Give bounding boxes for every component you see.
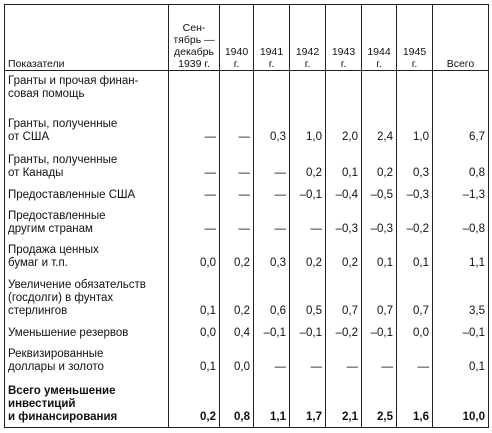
table-row [5, 377, 489, 427]
row-label: Гранты и прочая финан- совая помощь [5, 71, 169, 111]
table-body [5, 71, 489, 428]
table-cell: 3,5 [433, 273, 489, 321]
table-cell: –1,3 [433, 183, 489, 205]
row-label: Гранты, полученные от США [5, 111, 169, 147]
table-cell: 0,4 [220, 321, 254, 343]
table-cell: 0,2 [326, 239, 362, 273]
table-cell: 0,2 [220, 239, 254, 273]
table-cell: 10,0 [433, 377, 489, 427]
table-cell: 2,0 [326, 111, 362, 147]
table-cell: 0,2 [290, 147, 326, 183]
column-header: 1943 г. [326, 5, 362, 71]
table-cell: 0,2 [362, 147, 397, 183]
table-cell [362, 71, 397, 111]
table-cell: –0,3 [326, 205, 362, 239]
table-row [5, 343, 489, 377]
table-cell: 0,7 [362, 273, 397, 321]
table-cell: 0,2 [169, 377, 220, 427]
table-cell: 0,3 [397, 147, 433, 183]
table-cell: — [362, 343, 397, 377]
column-header: Сен- тябрь — декабрь 1939 г. [169, 5, 220, 71]
table-cell: 0,1 [397, 239, 433, 273]
table-cell: 2,4 [362, 111, 397, 147]
data-table [4, 4, 489, 428]
column-header: 1944 г. [362, 5, 397, 71]
table-cell: –0,1 [254, 321, 290, 343]
column-header: 1942 г. [290, 5, 326, 71]
table-cell: 1,1 [433, 239, 489, 273]
table-cell: — [220, 111, 254, 147]
column-header: 1940 г. [220, 5, 254, 71]
table-cell [169, 71, 220, 111]
row-label: Реквизированные доллары и золото [5, 343, 169, 377]
table-cell [220, 71, 254, 111]
table-cell: — [254, 183, 290, 205]
table-cell: 0,2 [220, 273, 254, 321]
table-cell: 1,6 [397, 377, 433, 427]
table-cell [290, 71, 326, 111]
table-row [5, 239, 489, 273]
table-cell: –0,1 [433, 321, 489, 343]
table-cell: 0,1 [362, 239, 397, 273]
table-row [5, 147, 489, 183]
table-cell: — [169, 111, 220, 147]
table-cell: — [326, 343, 362, 377]
table-cell: 1,0 [290, 111, 326, 147]
row-label: Увеличение обязательств (госдолги) в фунтах стерлингов [5, 273, 169, 321]
table-cell: — [290, 343, 326, 377]
table-cell: –0,2 [397, 205, 433, 239]
table-cell: 0,1 [169, 343, 220, 377]
header-row [5, 5, 489, 71]
table-cell: — [169, 205, 220, 239]
table-cell: 0,5 [290, 273, 326, 321]
table-cell: –0,2 [326, 321, 362, 343]
table-cell: — [397, 343, 433, 377]
table-cell: –0,3 [362, 205, 397, 239]
table-cell: 2,5 [362, 377, 397, 427]
table-cell: –0,5 [362, 183, 397, 205]
table-cell: 0,3 [254, 111, 290, 147]
column-header: Всего [433, 5, 489, 71]
table-cell: –0,1 [290, 321, 326, 343]
table-cell: 1,0 [397, 111, 433, 147]
table-cell: 0,0 [397, 321, 433, 343]
table-cell [397, 71, 433, 111]
row-label: Всего уменьшение инвестиций и финансирования [5, 377, 169, 427]
row-label: Уменьшение резервов [5, 321, 169, 343]
table-cell: 0,8 [433, 147, 489, 183]
table-row [5, 183, 489, 205]
row-label: Предоставленные США [5, 183, 169, 205]
table-cell: 0,7 [397, 273, 433, 321]
table-cell [326, 71, 362, 111]
table-cell: –0,8 [433, 205, 489, 239]
table-cell: — [169, 147, 220, 183]
table-cell: — [220, 183, 254, 205]
table-cell: –0,4 [326, 183, 362, 205]
table-cell: — [169, 183, 220, 205]
table-cell: 0,1 [326, 147, 362, 183]
table-cell: 0,7 [326, 273, 362, 321]
table-cell: 0,2 [290, 239, 326, 273]
column-header: Показатели [5, 5, 169, 71]
table-cell: 0,1 [169, 273, 220, 321]
table-row [5, 71, 489, 111]
table-cell: 0,0 [220, 343, 254, 377]
table-cell: — [220, 147, 254, 183]
table-cell: — [220, 205, 254, 239]
table-cell: — [254, 343, 290, 377]
table-cell: 0,8 [220, 377, 254, 427]
column-header: 1941 г. [254, 5, 290, 71]
row-label: Продажа ценных бумаг и т.п. [5, 239, 169, 273]
table-row [5, 273, 489, 321]
table-cell: 6,7 [433, 111, 489, 147]
table-cell: — [290, 205, 326, 239]
table-row [5, 111, 489, 147]
table-cell: 0,0 [169, 239, 220, 273]
table-row [5, 205, 489, 239]
table-cell: 0,3 [254, 239, 290, 273]
table-cell: 2,1 [326, 377, 362, 427]
table-cell [254, 71, 290, 111]
row-label: Предоставленные другим странам [5, 205, 169, 239]
table-cell: 0,0 [169, 321, 220, 343]
column-header: 1945 г. [397, 5, 433, 71]
table-cell: — [254, 205, 290, 239]
table-cell: — [254, 147, 290, 183]
table-cell [433, 71, 489, 111]
table-cell: –0,3 [397, 183, 433, 205]
table-cell: 1,1 [254, 377, 290, 427]
table-row [5, 321, 489, 343]
row-label: Гранты, полученные от Канады [5, 147, 169, 183]
table-cell: –0,1 [290, 183, 326, 205]
table-cell: 1,7 [290, 377, 326, 427]
table-cell: –0,1 [362, 321, 397, 343]
table-cell: 0,1 [433, 343, 489, 377]
table-cell: 0,6 [254, 273, 290, 321]
